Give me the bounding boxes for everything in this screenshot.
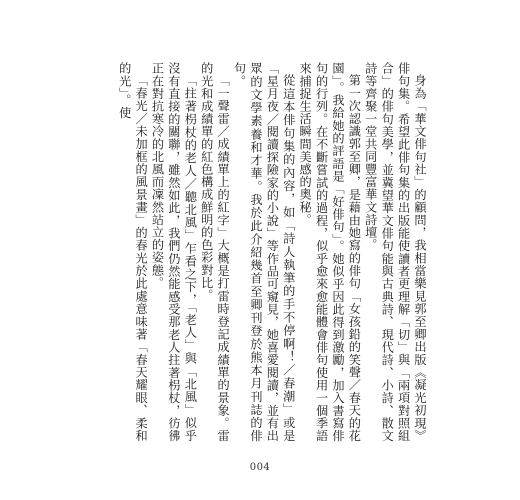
paragraph-4: 「一聲雷／成績單上的紅字」大概是打雷時登記成績單的景象。雷的光和成績單的紅色構成鮮明的色彩對比。 [199, 62, 231, 442]
paragraph-1: 身為「華文俳句社」的顧問，我相當樂見郭至卿出版《凝光初現》俳句集。希望此俳句集的出版能使讀者更理解「切」與「兩項對照組合」的俳句美學，並冀望華文俳句能與古典詩、現代詩、小詩、散文詩等齊聚一堂共同豐富華文詩壇。 [363, 62, 427, 442]
paragraph-3: 從這本俳句集的內容，如「詩人執筆的手不停啊！／春潮」或是「星月夜／閱讀探險家的小說」等作品可窺見，她喜愛閱讀，並有出眾的文學素養和才華。我於此介紹幾首至卿刊登於熊本月刊誌的俳句。 [232, 62, 296, 442]
vertical-text-block [116, 62, 428, 442]
paragraph-2: 第一次認識郭至卿，是藉由她寫的俳句「女孩鉛的笑聲／春天的花園」。我給她的評語是「好俳句」。她似乎因此得到激勵，加入書寫俳句的行列。在不斷嘗試的過程，似乎愈來愈能體會俳句使用一個季語來捕捉生活瞬間美感的奧秘。 [298, 62, 362, 442]
paragraph-6: 「春光／未加框的風景畫」的春光於此處意味著「春天耀眼、柔和的光」。使 [117, 62, 149, 442]
paragraph-5: 「拄著枴杖的老人／聽北風」乍看之下，「老人」與「北風」似乎沒有直接的關聯，雖然如此，我們仍然能感受那老人拄著枴杖，彷彿正在對抗寒冷的北風而凜然站立的姿態。 [150, 62, 198, 442]
page-number: 004 [249, 462, 271, 473]
